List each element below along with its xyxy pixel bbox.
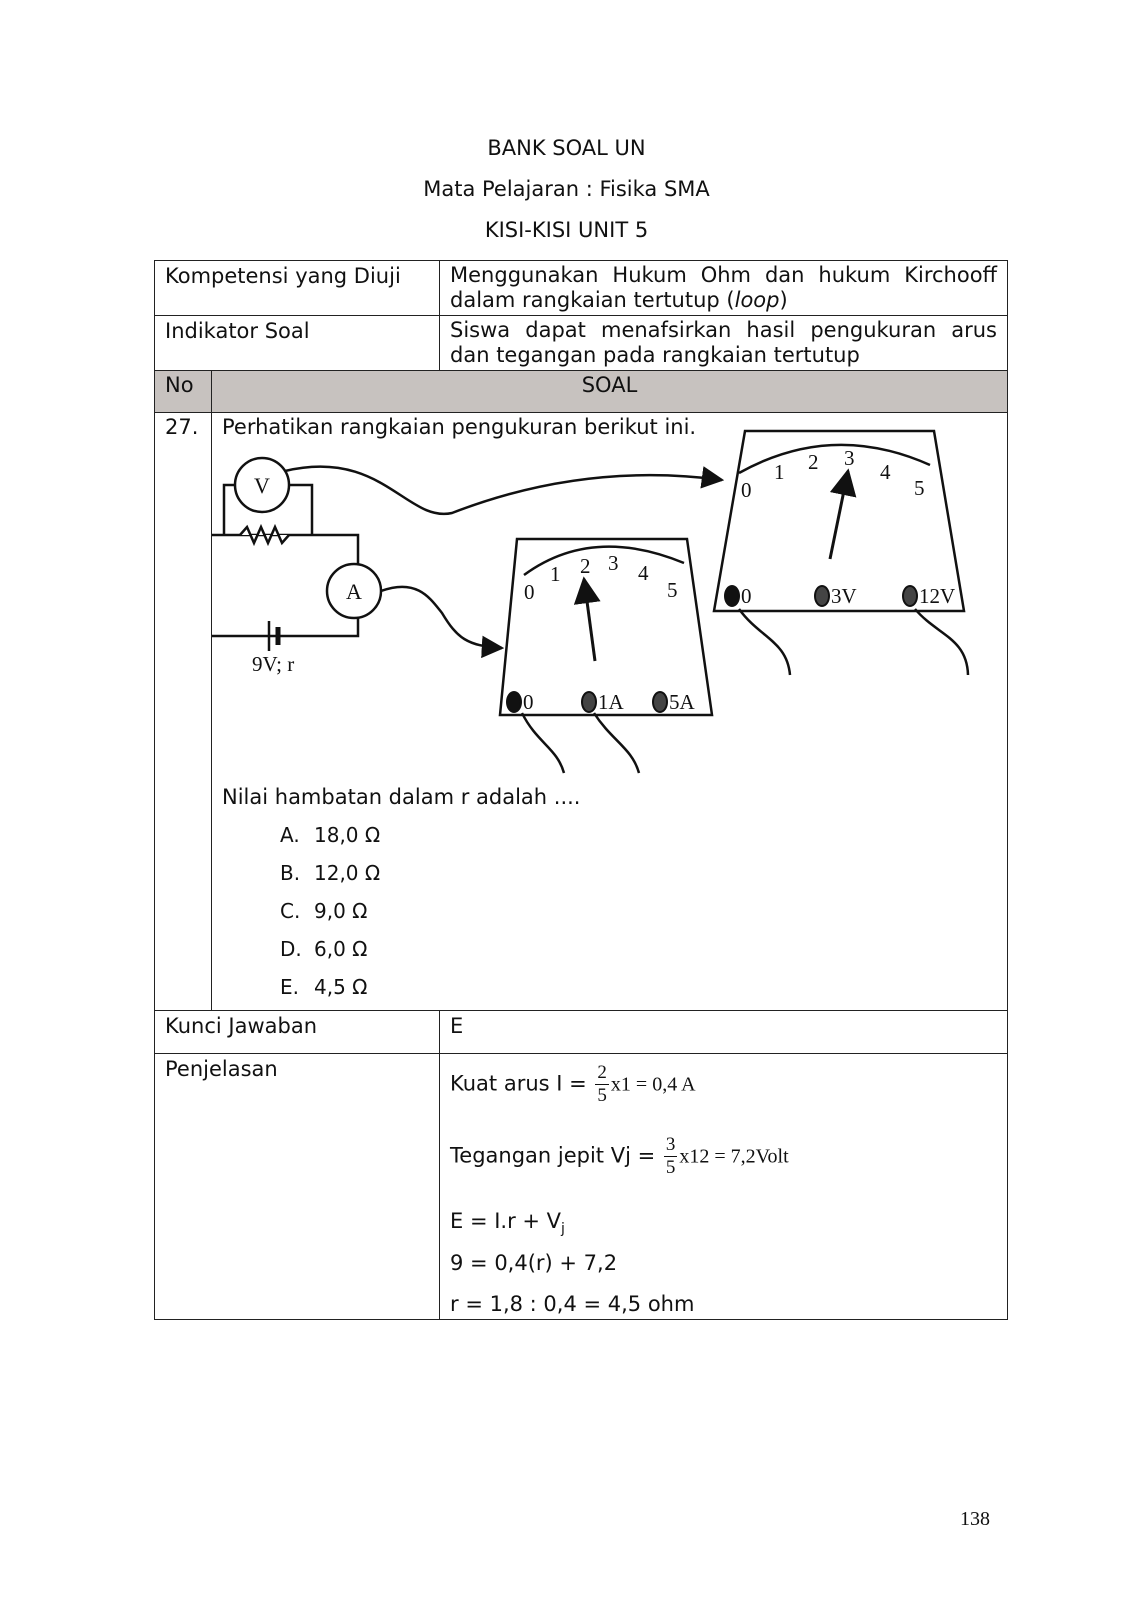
answer-option <box>280 899 367 923</box>
voltmeter-terminal-icon <box>903 586 917 606</box>
solution-line-3-sub: j <box>561 1221 565 1238</box>
question-prompt: Nilai hambatan dalam r adalah .... <box>222 785 581 809</box>
solution-line-3-main: E = I.r + V <box>450 1209 562 1233</box>
voltmeter-symbol: V <box>254 473 270 498</box>
question-cell <box>212 413 1008 1011</box>
question-table <box>154 260 1008 1320</box>
penjelasan-content <box>440 1054 1008 1320</box>
ammeter-scale-label: 5 <box>667 578 678 602</box>
kunci-label: Kunci Jawaban <box>155 1011 440 1054</box>
solution-line-5: r = 1,8 : 0,4 = 4,5 ohm <box>450 1292 695 1316</box>
kompetensi-text-a: Menggunakan Hukum Ohm dan hukum Kirchooff dalam rangkaian tertutup ( <box>450 263 998 312</box>
ammeter-terminal-icon <box>507 692 521 712</box>
ammeter-scale-label: 4 <box>638 561 649 585</box>
ammeter-terminal-icon <box>582 692 596 712</box>
answer-option <box>280 937 367 961</box>
ammeter-scale-label: 3 <box>608 551 619 575</box>
frac-den: 5 <box>597 1085 607 1106</box>
question-intro: Perhatikan rangkaian pengukuran berikut ini. <box>222 415 697 439</box>
doc-title: BANK SOAL UN <box>487 136 646 160</box>
solution-line-1-label: Kuat arus I = <box>450 1071 587 1096</box>
voltmeter-cable <box>915 609 968 675</box>
voltmeter-scale-label: 1 <box>774 460 785 484</box>
voltmeter-scale-label: 4 <box>880 460 891 484</box>
ammeter-terminal-label: 1A <box>598 690 624 714</box>
option-letter: D. <box>280 937 302 961</box>
frac-num: 2 <box>597 1062 607 1083</box>
option-value: 12,0 Ω <box>314 861 381 885</box>
ammeter-housing <box>500 539 712 715</box>
circuit <box>212 458 381 651</box>
ammeter-terminal-icon <box>653 692 667 712</box>
question-number: 27. <box>155 413 212 1011</box>
ammeter-gauge <box>500 539 712 773</box>
ammeter-terminal-label: 0 <box>523 690 534 714</box>
option-letter: A. <box>280 823 300 847</box>
solution-line-2-label: Tegangan jepit Vj = <box>450 1143 656 1168</box>
frac-den: 5 <box>665 1157 676 1178</box>
ammeter-scale-label: 0 <box>524 580 535 604</box>
kunci-value: E <box>440 1011 1008 1054</box>
option-letter: C. <box>280 899 301 923</box>
ammeter-terminal-label: 5A <box>669 690 695 714</box>
voltmeter-scale-label: 0 <box>741 478 752 502</box>
voltmeter-cable <box>739 609 790 675</box>
doc-unit: KISI-KISI UNIT 5 <box>484 218 649 242</box>
ammeter-lead-arrow <box>381 587 502 648</box>
voltmeter-terminal-icon <box>815 586 829 606</box>
option-value: 18,0 Ω <box>314 823 381 847</box>
voltmeter-lead-arrow <box>285 467 722 514</box>
ammeter-cable <box>594 713 639 773</box>
ammeter-cable <box>522 713 564 773</box>
answer-option <box>280 975 367 999</box>
fraction-3-5 <box>664 1134 678 1179</box>
indikator-text: Siswa dapat menafsirkan hasil pengukuran arus dan tegangan pada rangkaian tertutup <box>440 316 1008 371</box>
option-letter: B. <box>280 861 301 885</box>
voltmeter-terminal-icon <box>725 586 739 606</box>
solution-line-4: 9 = 0,4(r) + 7,2 <box>450 1251 618 1275</box>
voltmeter-scale-label: 5 <box>914 476 925 500</box>
voltmeter-scale-label: 3 <box>844 446 855 470</box>
voltmeter-terminal-label: 3V <box>831 584 857 608</box>
voltmeter-gauge <box>714 431 968 675</box>
kompetensi-text <box>440 261 1008 316</box>
solution-line-2 <box>450 1134 789 1179</box>
col-no-header: No <box>155 371 212 413</box>
solution-line-1 <box>450 1062 696 1107</box>
answer-option <box>280 823 380 847</box>
answer-option <box>280 861 380 885</box>
fraction-2-5 <box>595 1062 609 1107</box>
solution-line-2-rest: x12 = 7,2Volt <box>679 1145 789 1168</box>
voltmeter-terminal-label: 0 <box>741 584 752 608</box>
battery-label: 9V; r <box>252 652 295 676</box>
doc-subject: Mata Pelajaran : Fisika SMA <box>423 177 710 201</box>
solution-line-1-rest: x1 = 0,4 A <box>610 1073 696 1096</box>
ammeter-symbol: A <box>346 579 362 604</box>
option-value: 6,0 Ω <box>314 937 368 961</box>
kompetensi-text-italic: loop <box>734 288 780 312</box>
voltmeter-scale-label: 2 <box>808 450 819 474</box>
option-value: 9,0 Ω <box>314 899 368 923</box>
penjelasan-label: Penjelasan <box>155 1054 440 1320</box>
kompetensi-text-b: ) <box>779 288 788 312</box>
page-number: 138 <box>960 1508 990 1530</box>
voltmeter-terminal-label: 12V <box>919 584 956 608</box>
option-letter: E. <box>280 975 299 999</box>
ammeter-scale-label: 2 <box>580 554 591 578</box>
ammeter-scale-label: 1 <box>550 562 561 586</box>
kompetensi-label: Kompetensi yang Diuji <box>155 261 440 316</box>
option-value: 4,5 Ω <box>314 975 368 999</box>
resistor-icon <box>240 527 289 543</box>
frac-num: 3 <box>665 1134 676 1155</box>
solution-line-3 <box>450 1209 565 1237</box>
col-soal-header: SOAL <box>212 371 1008 413</box>
indikator-label: Indikator Soal <box>155 316 440 371</box>
